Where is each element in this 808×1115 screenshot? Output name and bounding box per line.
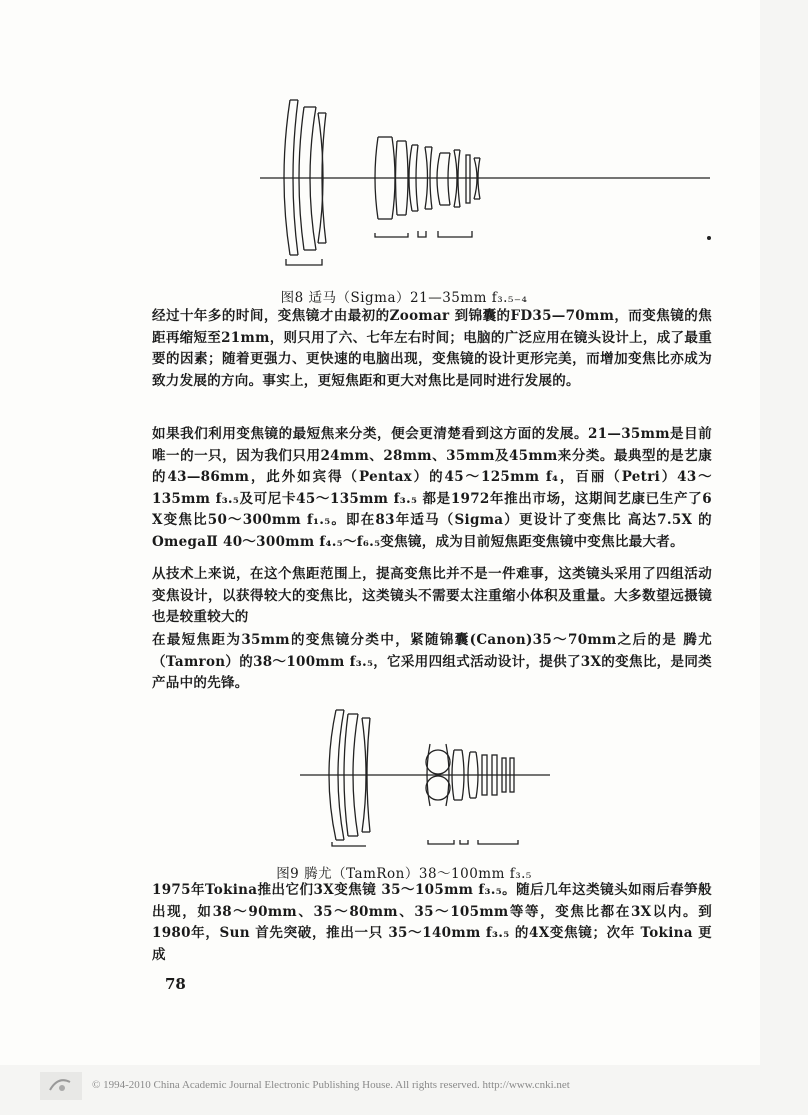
paragraph-1: 经过十年多的时间，变焦镜才由最初的Zoomar 到锦囊的FD35—70mm，而变焦镜的焦距再缩短至21mm，则只用了六、七年左右时间；电脑的广泛应用在镜头设计上，成了最重要的因素；随着更强力、更快速的电脑出现，变焦镜的设计更形完美，而增加变焦比亦成为致力发展的方向。事实上，更短焦距和更大对焦比是同时进行发展的。 [152, 308, 712, 389]
figure-lens-diagram-2 [300, 700, 550, 850]
page-number: 78 [165, 975, 186, 993]
paragraph-2: 如果我们利用变焦镜的最短焦来分类，便会更清楚看到这方面的发展。21—35mm是目前唯一的一只，因为我们只用24mm、28mm、35mm及45mm来分类。最典型的是艺康的43—86mm，此外如宾得（Pentax）的45～125mm f₄，百丽（Petri）43～135mm f₃.₅及可尼卡45～135mm f₃.₅ 都是1972年推出市场，这期间艺康已生产了6 X变焦比50～300mm f₁.₅。即在83年适马（Sigma）更设计了变焦比 高达7.5X 的OmegaⅡ 40～300mm f₄.₅～f₆.₅变焦镜，成为目前短焦距变焦镜中变焦比最大者。 [152, 426, 712, 550]
figure1-caption: 图8 适马（Sigma）21—35mm f₃.₅₋₄ [280, 290, 528, 306]
lens-diagram-2-svg [300, 700, 550, 850]
paragraph-4: 在最短焦距为35mm的变焦镜分类中，紧随锦囊(Canon)35～70mm之后的是 腾尤（Tamron）的38～100mm f₃.₅，它采用四组式活动设计，提供了3X的变焦比，是同类产品中的先锋。 [152, 632, 712, 691]
copyright-footer: © 1994-2010 China Academic Journal Electronic Publishing House. All rights reserved. http://www.cnki.net [92, 1079, 570, 1091]
scan-speck [707, 236, 711, 240]
paragraph-5: 1975年Tokina推出它们3X变焦镜 35～105mm f₃.₅。随后几年这类镜头如雨后春笋般出现，如38～90mm、35～80mm、35～105mm等等，变焦比都在3X以内。到1980年，Sun 首先突破，推出一只 35～140mm f₃.₅ 的4X变焦镜；次年 Tokina 更成 [152, 882, 712, 963]
figure2-caption: 图9 腾尤（TamRon）38～100mm f₃.₅ [276, 866, 532, 882]
paragraph-3: 从技术上来说，在这个焦距范围上，提高变焦比并不是一件难事，这类镜头采用了四组活动变焦设计，以获得较大的变焦比，这类镜头不需要太注重缩小体积及重量。大多数望远摄镜也是较重较大的 [152, 566, 712, 625]
figure-lens-diagram-1 [260, 95, 710, 270]
cnki-logo-icon [40, 1072, 82, 1100]
lens-diagram-1-svg [260, 95, 710, 270]
